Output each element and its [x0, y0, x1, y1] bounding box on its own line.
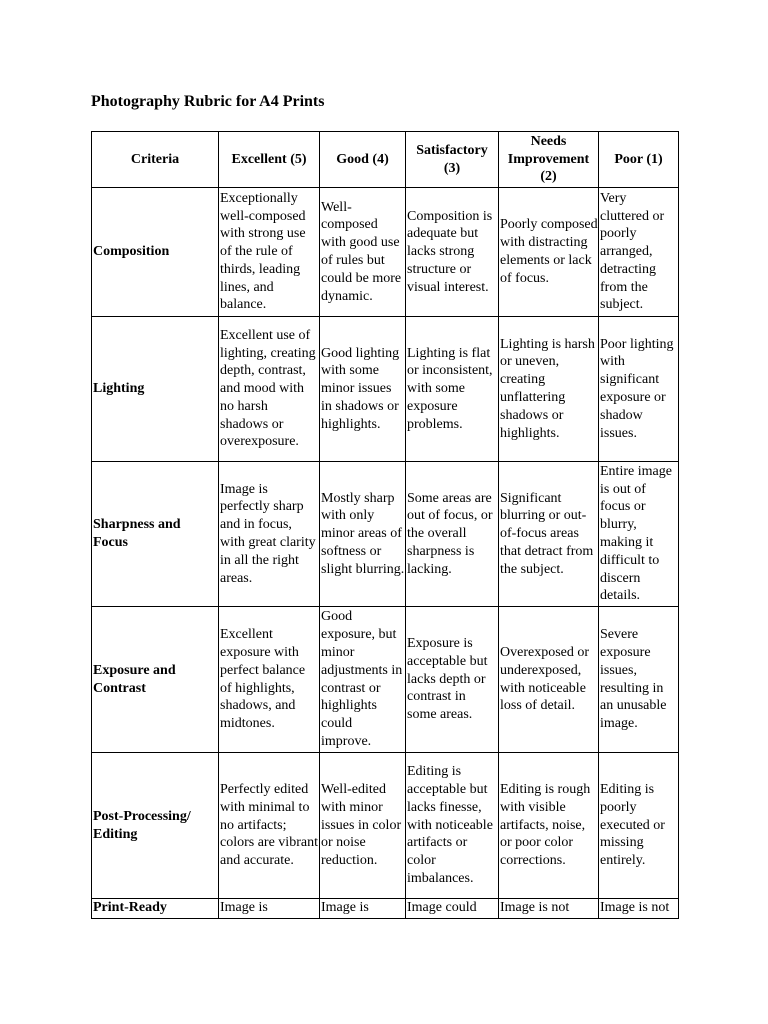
- column-header-poor: Poor (1): [599, 132, 679, 188]
- good-cell: Well-composed with good use of rules but could be more dynamic.: [320, 188, 406, 317]
- table-row: [92, 188, 679, 317]
- needs-improvement-cell: Lighting is harsh or uneven, creating unflattering shadows or highlights.: [499, 317, 599, 462]
- document-title: Photography Rubric for A4 Prints: [91, 93, 325, 110]
- criteria-cell: Exposure and Contrast: [92, 607, 219, 753]
- excellent-cell: Excellent use of lighting, creating depth, contrast, and mood with no harsh shadows or overexposure.: [219, 317, 320, 462]
- table-row: [92, 899, 679, 919]
- table-row: [92, 462, 679, 607]
- poor-cell: Image is not: [599, 899, 679, 919]
- poor-cell: Entire image is out of focus or blurry, making it difficult to discern details.: [599, 462, 679, 607]
- table-row: [92, 607, 679, 753]
- good-cell: Good exposure, but minor adjustments in contrast or highlights could improve.: [320, 607, 406, 753]
- satisfactory-cell: Lighting is flat or inconsistent, with some exposure problems.: [406, 317, 499, 462]
- table-header-row: [92, 132, 679, 188]
- poor-cell: Severe exposure issues, resulting in an unusable image.: [599, 607, 679, 753]
- poor-cell: Very cluttered or poorly arranged, detracting from the subject.: [599, 188, 679, 317]
- needs-improvement-cell: Poorly composed with distracting elements or lack of focus.: [499, 188, 599, 317]
- criteria-cell: Lighting: [92, 317, 219, 462]
- excellent-cell: Exceptionally well-composed with strong use of the rule of thirds, leading lines, and balance.: [219, 188, 320, 317]
- needs-improvement-cell: Overexposed or underexposed, with noticeable loss of detail.: [499, 607, 599, 753]
- needs-improvement-cell: Editing is rough with visible artifacts, noise, or poor color corrections.: [499, 753, 599, 899]
- good-cell: Image is: [320, 899, 406, 919]
- column-header-satisfactory: Satisfactory (3): [406, 132, 499, 188]
- good-cell: Good lighting with some minor issues in shadows or highlights.: [320, 317, 406, 462]
- excellent-cell: Excellent exposure with perfect balance of highlights, shadows, and midtones.: [219, 607, 320, 753]
- needs-improvement-cell: Significant blurring or out-of-focus areas that detract from the subject.: [499, 462, 599, 607]
- needs-improvement-cell: Image is not: [499, 899, 599, 919]
- excellent-cell: Perfectly edited with minimal to no artifacts; colors are vibrant and accurate.: [219, 753, 320, 899]
- good-cell: Well-edited with minor issues in color or noise reduction.: [320, 753, 406, 899]
- criteria-cell: Composition: [92, 188, 219, 317]
- criteria-cell: Sharpness and Focus: [92, 462, 219, 607]
- satisfactory-cell: Composition is adequate but lacks strong structure or visual interest.: [406, 188, 499, 317]
- column-header-excellent: Excellent (5): [219, 132, 320, 188]
- table-row: [92, 317, 679, 462]
- satisfactory-cell: Image could: [406, 899, 499, 919]
- poor-cell: Poor lighting with significant exposure or shadow issues.: [599, 317, 679, 462]
- criteria-cell: Print-Ready: [92, 899, 219, 919]
- table-row: [92, 753, 679, 899]
- rubric-table: [91, 131, 679, 919]
- good-cell: Mostly sharp with only minor areas of softness or slight blurring.: [320, 462, 406, 607]
- column-header-criteria: Criteria: [92, 132, 219, 188]
- satisfactory-cell: Editing is acceptable but lacks finesse, with noticeable artifacts or color imbalances.: [406, 753, 499, 899]
- satisfactory-cell: Exposure is acceptable but lacks depth or contrast in some areas.: [406, 607, 499, 753]
- excellent-cell: Image is perfectly sharp and in focus, with great clarity in all the right areas.: [219, 462, 320, 607]
- column-header-good: Good (4): [320, 132, 406, 188]
- column-header-needs-improvement: Needs Improvement (2): [499, 132, 599, 188]
- excellent-cell: Image is: [219, 899, 320, 919]
- criteria-cell: Post-Processing/ Editing: [92, 753, 219, 899]
- satisfactory-cell: Some areas are out of focus, or the overall sharpness is lacking.: [406, 462, 499, 607]
- poor-cell: Editing is poorly executed or missing entirely.: [599, 753, 679, 899]
